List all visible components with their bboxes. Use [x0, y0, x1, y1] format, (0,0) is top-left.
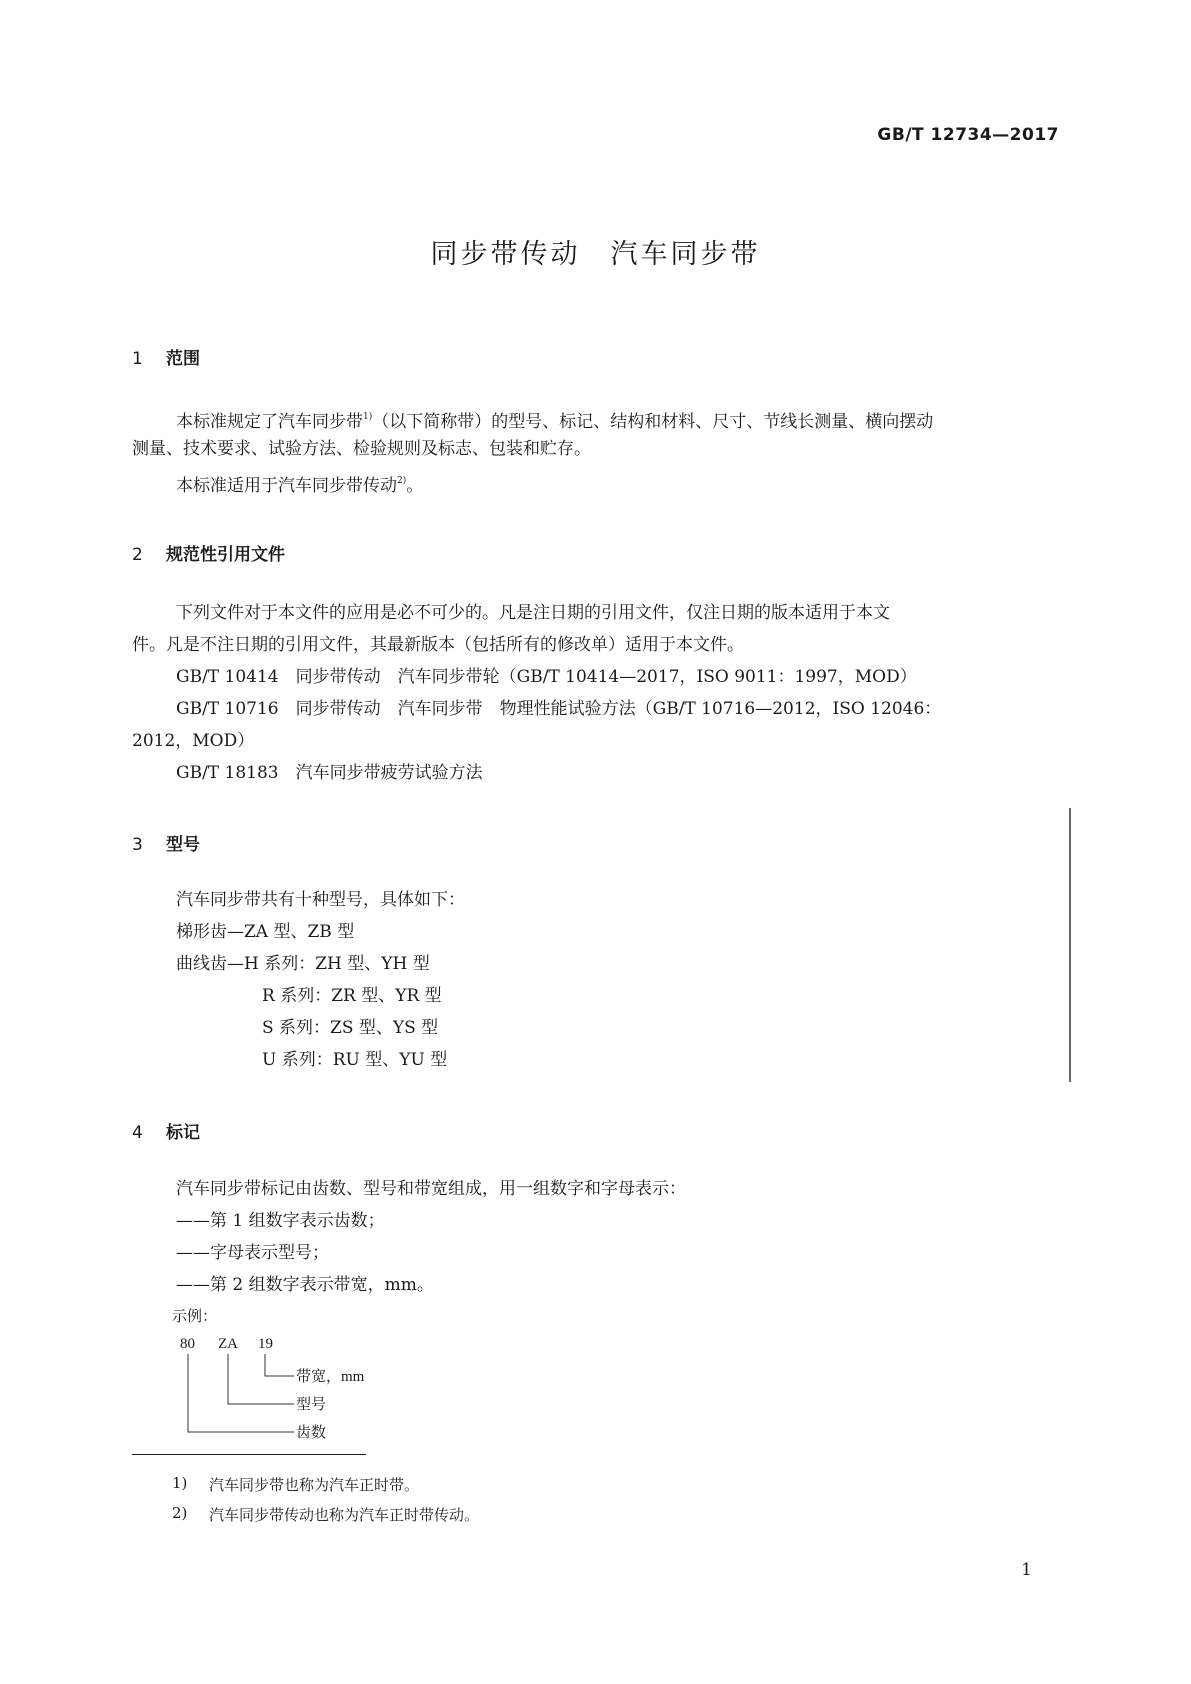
section-number: 1 — [132, 349, 143, 369]
section-title: 型号 — [166, 835, 200, 855]
text: 。 — [406, 476, 424, 496]
section-3-heading — [132, 830, 200, 855]
revision-bar — [1069, 808, 1071, 1082]
scope-paragraph-1-cont: 测量、技术要求、试验方法、检验规则及标志、包装和贮存。 — [132, 439, 591, 459]
text: 本标准适用于汽车同步带传动 — [176, 476, 397, 496]
reference-item-1: GB/T 10414 同步带传动 汽车同步带轮（GB/T 10414—2017，ISO 9011：1997，MOD） — [176, 667, 917, 687]
text: 本标准规定了汽车同步带 — [176, 412, 363, 432]
marking-item-teeth: ——第 1 组数字表示齿数； — [176, 1211, 385, 1231]
example-width-label: 带宽，mm — [296, 1369, 365, 1385]
footnote-2-text: 汽车同步带传动也称为汽车正时带传动。 — [209, 1506, 480, 1524]
marking-item-width: ——第 2 组数字表示带宽，mm。 — [176, 1275, 434, 1295]
footnote-ref-1: 1) — [363, 412, 373, 422]
section-1-heading — [132, 344, 200, 369]
document-title: 同步带传动 汽车同步带 — [430, 239, 761, 270]
example-teeth-value: 80 — [180, 1336, 195, 1352]
type-leader-line — [228, 1354, 294, 1404]
type-trapezoidal: 梯形齿—ZA 型、ZB 型 — [176, 922, 355, 942]
marking-intro: 汽车同步带标记由齿数、型号和带宽组成，用一组数字和字母表示： — [176, 1179, 686, 1199]
example-label: 示例： — [172, 1307, 218, 1325]
example-width-value: 19 — [258, 1336, 273, 1352]
section-number: 2 — [132, 545, 143, 565]
footnote-2-number: 2) — [172, 1504, 188, 1522]
type-list-intro: 汽车同步带共有十种型号，具体如下： — [176, 890, 465, 910]
example-teeth-label: 齿数 — [296, 1425, 327, 1441]
references-intro: 下列文件对于本文件的应用是必不可少的。凡是注日期的引用文件，仅注日期的版本适用于本文 — [176, 603, 890, 623]
reference-item-3: GB/T 18183 汽车同步带疲劳试验方法 — [176, 763, 483, 783]
teeth-leader-line — [188, 1354, 294, 1432]
example-type-label: 型号 — [296, 1397, 327, 1413]
scope-paragraph-2 — [176, 465, 423, 502]
type-curvilinear-s: S 系列：ZS 型、YS 型 — [262, 1018, 439, 1038]
marking-item-type: ——字母表示型号； — [176, 1243, 329, 1263]
section-number: 3 — [132, 835, 143, 855]
section-title: 规范性引用文件 — [166, 545, 285, 565]
footnote-ref-2: 2) — [397, 476, 407, 486]
reference-item-2: GB/T 10716 同步带传动 汽车同步带 物理性能试验方法（GB/T 10716—2012，ISO 12046： — [176, 699, 942, 719]
text: （以下简称带）的型号、标记、结构和材料、尺寸、节线长测量、横向摆动 — [372, 412, 934, 432]
section-title: 范围 — [166, 349, 200, 369]
page-number: 1 — [1021, 1560, 1032, 1580]
footnote-separator — [132, 1454, 366, 1455]
references-intro-cont: 件。凡是不注日期的引用文件，其最新版本（包括所有的修改单）适用于本文件。 — [132, 635, 744, 655]
section-title: 标记 — [166, 1123, 200, 1143]
width-leader-line — [265, 1354, 294, 1376]
reference-item-2-cont: 2012，MOD） — [132, 731, 255, 751]
example-type-value: ZA — [218, 1336, 238, 1352]
marking-example-diagram — [176, 1330, 396, 1450]
footnote-1-number: 1) — [172, 1474, 188, 1492]
section-4-heading — [132, 1118, 200, 1143]
standard-code: GB/T 12734—2017 — [877, 125, 1059, 145]
section-number: 4 — [132, 1123, 143, 1143]
type-curvilinear-u: U 系列：RU 型、YU 型 — [262, 1050, 448, 1070]
footnote-1-text: 汽车同步带也称为汽车正时带。 — [209, 1476, 420, 1494]
type-curvilinear-h: 曲线齿—H 系列：ZH 型、YH 型 — [176, 954, 430, 974]
section-2-heading — [132, 540, 285, 565]
type-curvilinear-r: R 系列：ZR 型、YR 型 — [262, 986, 442, 1006]
